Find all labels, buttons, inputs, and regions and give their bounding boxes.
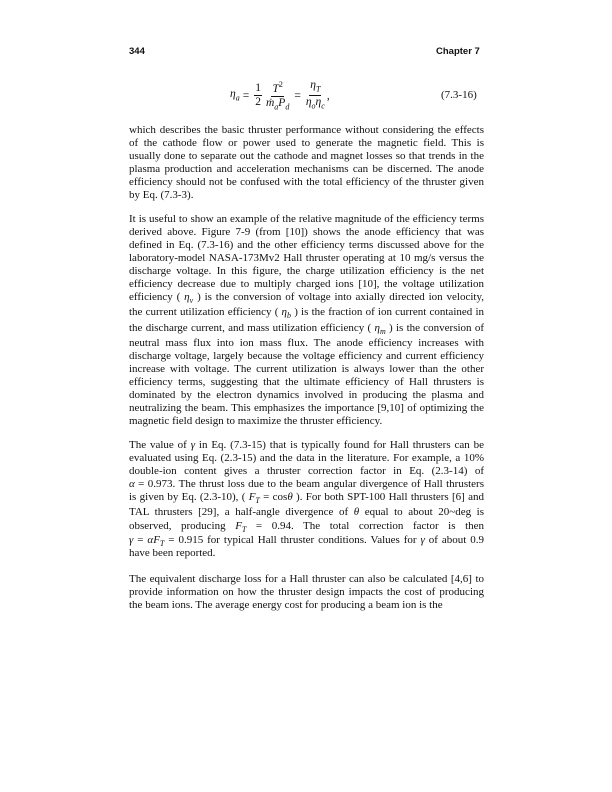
text-line (129, 322, 484, 338)
fraction-efficiency: $\frac{\eta_T}{\eta_o\eta_c}$ (305, 78, 325, 111)
text-run: = 0.915 for typical Hall thruster conditions. Values for (164, 534, 421, 546)
math-symbol: $F_T$ (248, 491, 260, 506)
text-line (129, 291, 484, 307)
text-line (129, 176, 484, 189)
text-run: ). For both SPT-100 Hall thrusters [6] and (292, 491, 485, 503)
text-run: by Eq. (7.3-3). (129, 189, 194, 201)
text-run: It is useful to show an example of the relative magnitude of the efficiency terms (129, 213, 484, 225)
text-line (129, 137, 484, 150)
equation-7-3-16 (230, 78, 330, 113)
equation-number: (7.3-16) (441, 89, 477, 101)
text-run: have been reported. (129, 547, 216, 559)
text-run: efficiency terms, suggesting that the ultimate efficiency of Hall thrusters is (129, 376, 484, 388)
text-line (129, 213, 484, 226)
equals: = (242, 89, 250, 102)
text-run: of the cathode flow or power used to generate the magnetic field. This is (129, 137, 484, 149)
text-line (129, 306, 484, 322)
text-run: provide information on how the thruster design impacts the cost of producing (129, 586, 484, 598)
text-run: increase with voltage. The current utilization is always lower than the other (129, 363, 484, 375)
text-run: The value of (129, 439, 191, 451)
text-run: discharge voltage, largely because the voltage efficiency and current efficiency (129, 350, 484, 362)
text-line (129, 337, 484, 350)
text-run: TAL thrusters [29], a half-angle divergence of (129, 506, 354, 518)
text-line (129, 252, 484, 265)
math-symbol: $F_T$ (235, 520, 247, 535)
text-line (129, 415, 484, 428)
text-run: = cos (259, 491, 288, 503)
text-line (129, 150, 484, 163)
text-run: defined in Eq. (7.3-16) and the other efficiency terms discussed above for the (129, 239, 484, 251)
text-line (129, 478, 484, 491)
text-line (129, 124, 484, 137)
fraction-half: $\frac{1}{2}$ (255, 82, 261, 109)
eq-lhs: $\eta_a$ (230, 88, 240, 103)
text-run: of about 0.9 (424, 534, 484, 546)
text-line (129, 226, 484, 239)
text-run: neutralizing the beam. This emphasizes the importance [9,10] of optimizing the (129, 402, 484, 414)
text-run: efficiency ( (129, 291, 185, 303)
math-symbol: α (129, 478, 135, 490)
math-symbol: $\alpha F_T$ (147, 534, 165, 549)
text-run: usually done to separate out the cathode and magnet losses so that trends in the (129, 150, 484, 162)
math-symbol: γ (190, 439, 196, 451)
text-line (129, 586, 484, 599)
text-run: ) is the conversion of (385, 322, 484, 334)
text-run: = (133, 534, 148, 546)
text-line (129, 239, 484, 252)
text-run: ) is the conversion of voltage into axially directed ion velocity, (193, 291, 484, 303)
text-run: plasma production and acceleration mechanisms can be discerned. The anode (129, 163, 484, 175)
text-run: the discharge current, and mass utilization efficiency ( (129, 322, 375, 334)
text-run: = 0.973. The thrust loss due to the beam angular divergence of Hall thrusters (134, 478, 484, 490)
math-symbol: θ (287, 491, 293, 503)
text-line (129, 506, 484, 519)
text-run: double-ion content gives a thruster correction factor in Eq. (2.3-14) of (129, 465, 484, 477)
text-line (129, 465, 484, 478)
text-run: magnetic field design to maximize the thruster efficiency. (129, 415, 383, 427)
page-number: 344 (129, 46, 145, 57)
text-run: is given by Eq. (2.3-10), ( (129, 491, 249, 503)
text-run: laboratory-model NASA-173Mv2 Hall thruster operating at 10 mg/s versus the (129, 252, 484, 264)
text-run: The equivalent discharge loss for a Hall thruster can also be calculated [4,6] to (129, 573, 484, 585)
math-symbol: γ (129, 534, 134, 546)
text-run: which describes the basic thruster performance without considering the effects (129, 124, 484, 136)
text-run: equal to about 20~deg is (359, 506, 484, 518)
fraction-thrust: $\frac{T^2}{ṁ_aP_d}$ (265, 80, 290, 112)
text-line (129, 376, 484, 389)
text-run: the current utilization efficiency ( (129, 306, 282, 318)
text-run: derived above. Figure 7-9 (from [10]) shows the anode efficiency that was (129, 226, 484, 238)
text-run: neutral mass flux into ion mass flux. The anode efficiency increases with (129, 337, 484, 349)
text-line (129, 452, 484, 465)
text-line (129, 599, 484, 612)
text-run: efficiency decrease due to multiply charged ions [10], the voltage utilization (129, 278, 484, 290)
math-symbol: θ (353, 506, 360, 518)
text-line (129, 491, 484, 507)
math-symbol: γ (420, 534, 425, 546)
text-run: = 0.94. The total correction factor is then (246, 520, 485, 532)
text-line (129, 189, 484, 202)
text-run: dominated by the electron dynamics involved in producing the plasma and (129, 389, 484, 401)
text-line (129, 265, 484, 278)
text-run: observed, producing (129, 520, 236, 532)
text-line (129, 389, 484, 402)
chapter-label: Chapter 7 (436, 46, 480, 57)
text-line (129, 573, 484, 586)
text-run: evaluated using Eq. (2.3-15) and the data in the literature. For example, a 10% (129, 452, 484, 464)
text-run: efficiency should not be confused with the total efficiency of the thruster given (129, 176, 484, 188)
text-run: in Eq. (7.3-15) that is typically found for Hall thrusters can be (195, 439, 485, 451)
comma: , (326, 89, 330, 102)
text-line (129, 350, 484, 363)
text-line (129, 278, 484, 291)
text-run: ) is the fraction of ion current contained in (291, 306, 484, 318)
text-line (129, 547, 484, 560)
text-run: discharge voltage. In this figure, the charge utilization efficiency is the net (129, 265, 484, 277)
math-symbol: $\eta_m$ (374, 322, 386, 337)
text-run: the beam ions. The average energy cost for producing a beam ion is the (129, 599, 443, 611)
text-line (129, 439, 484, 452)
math-symbol: $\eta_v$ (184, 291, 194, 306)
text-line (129, 402, 484, 415)
equals: = (294, 89, 301, 102)
text-line (129, 163, 484, 176)
text-line (129, 363, 484, 376)
math-symbol: $\eta_b$ (281, 306, 292, 321)
